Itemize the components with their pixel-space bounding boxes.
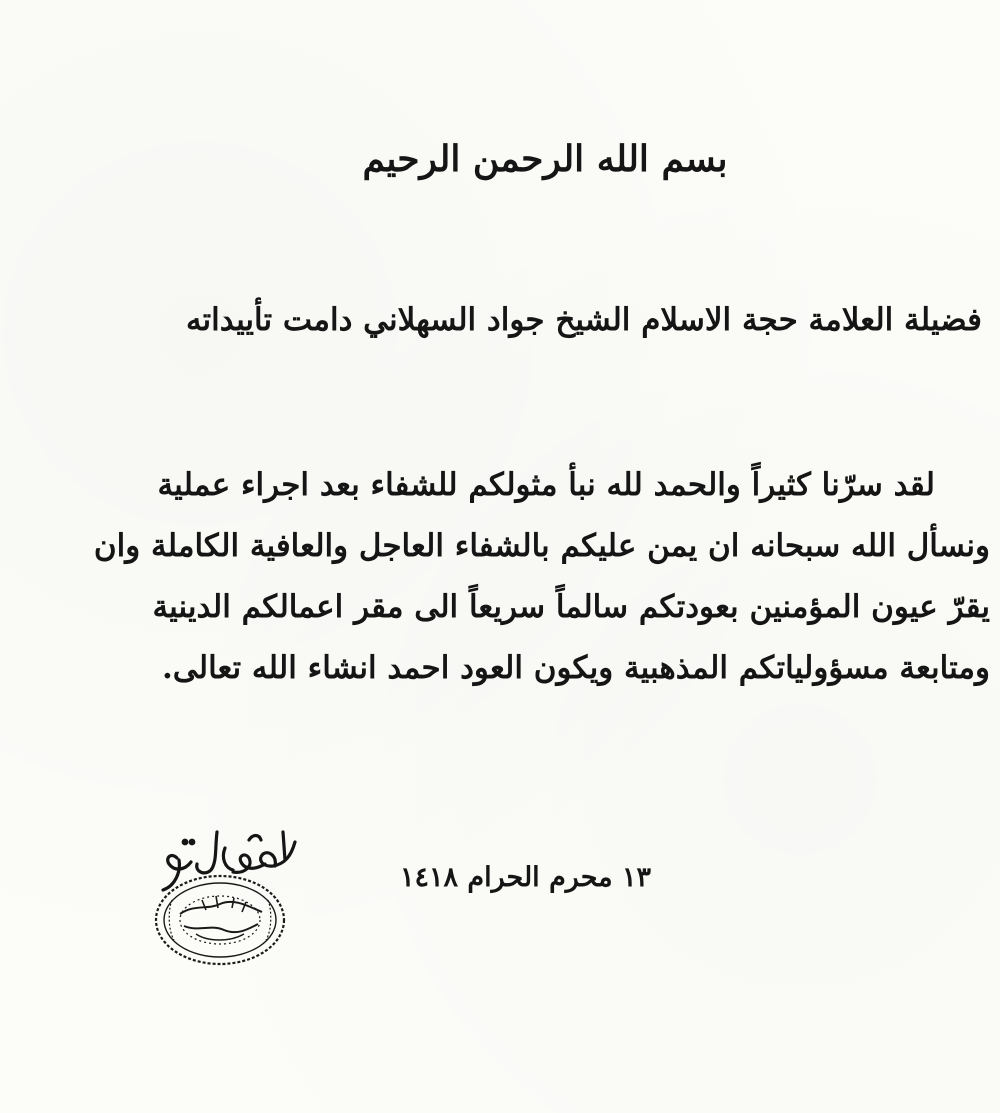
hijri-date: ١٣ محرم الحرام ١٤١٨ <box>400 862 652 893</box>
body-line: ونسأل الله سبحانه ان يمن عليكم بالشفاء العاجل والعافية الكاملة وان <box>93 528 990 564</box>
letter-body <box>90 455 990 699</box>
body-line: لقد سرّنا كثيراً والحمد لله نبأ مثولكم للشفاء بعد اجراء عملية <box>157 467 935 503</box>
body-line: ومتابعة مسؤولياتكم المذهبية ويكون العود احمد انشاء الله تعالى. <box>162 650 990 686</box>
basmala-heading: بسم الله الرحمن الرحيم <box>362 138 728 180</box>
body-line: يقرّ عيون المؤمنين بعودتكم سالماً سريعاً الى مقر اعمالكم الدينية <box>152 589 990 625</box>
addressee-line: فضيلة العلامة حجة الاسلام الشيخ جواد السهلاني دامت تأييداته <box>185 302 982 338</box>
seal-stamp <box>150 870 290 970</box>
